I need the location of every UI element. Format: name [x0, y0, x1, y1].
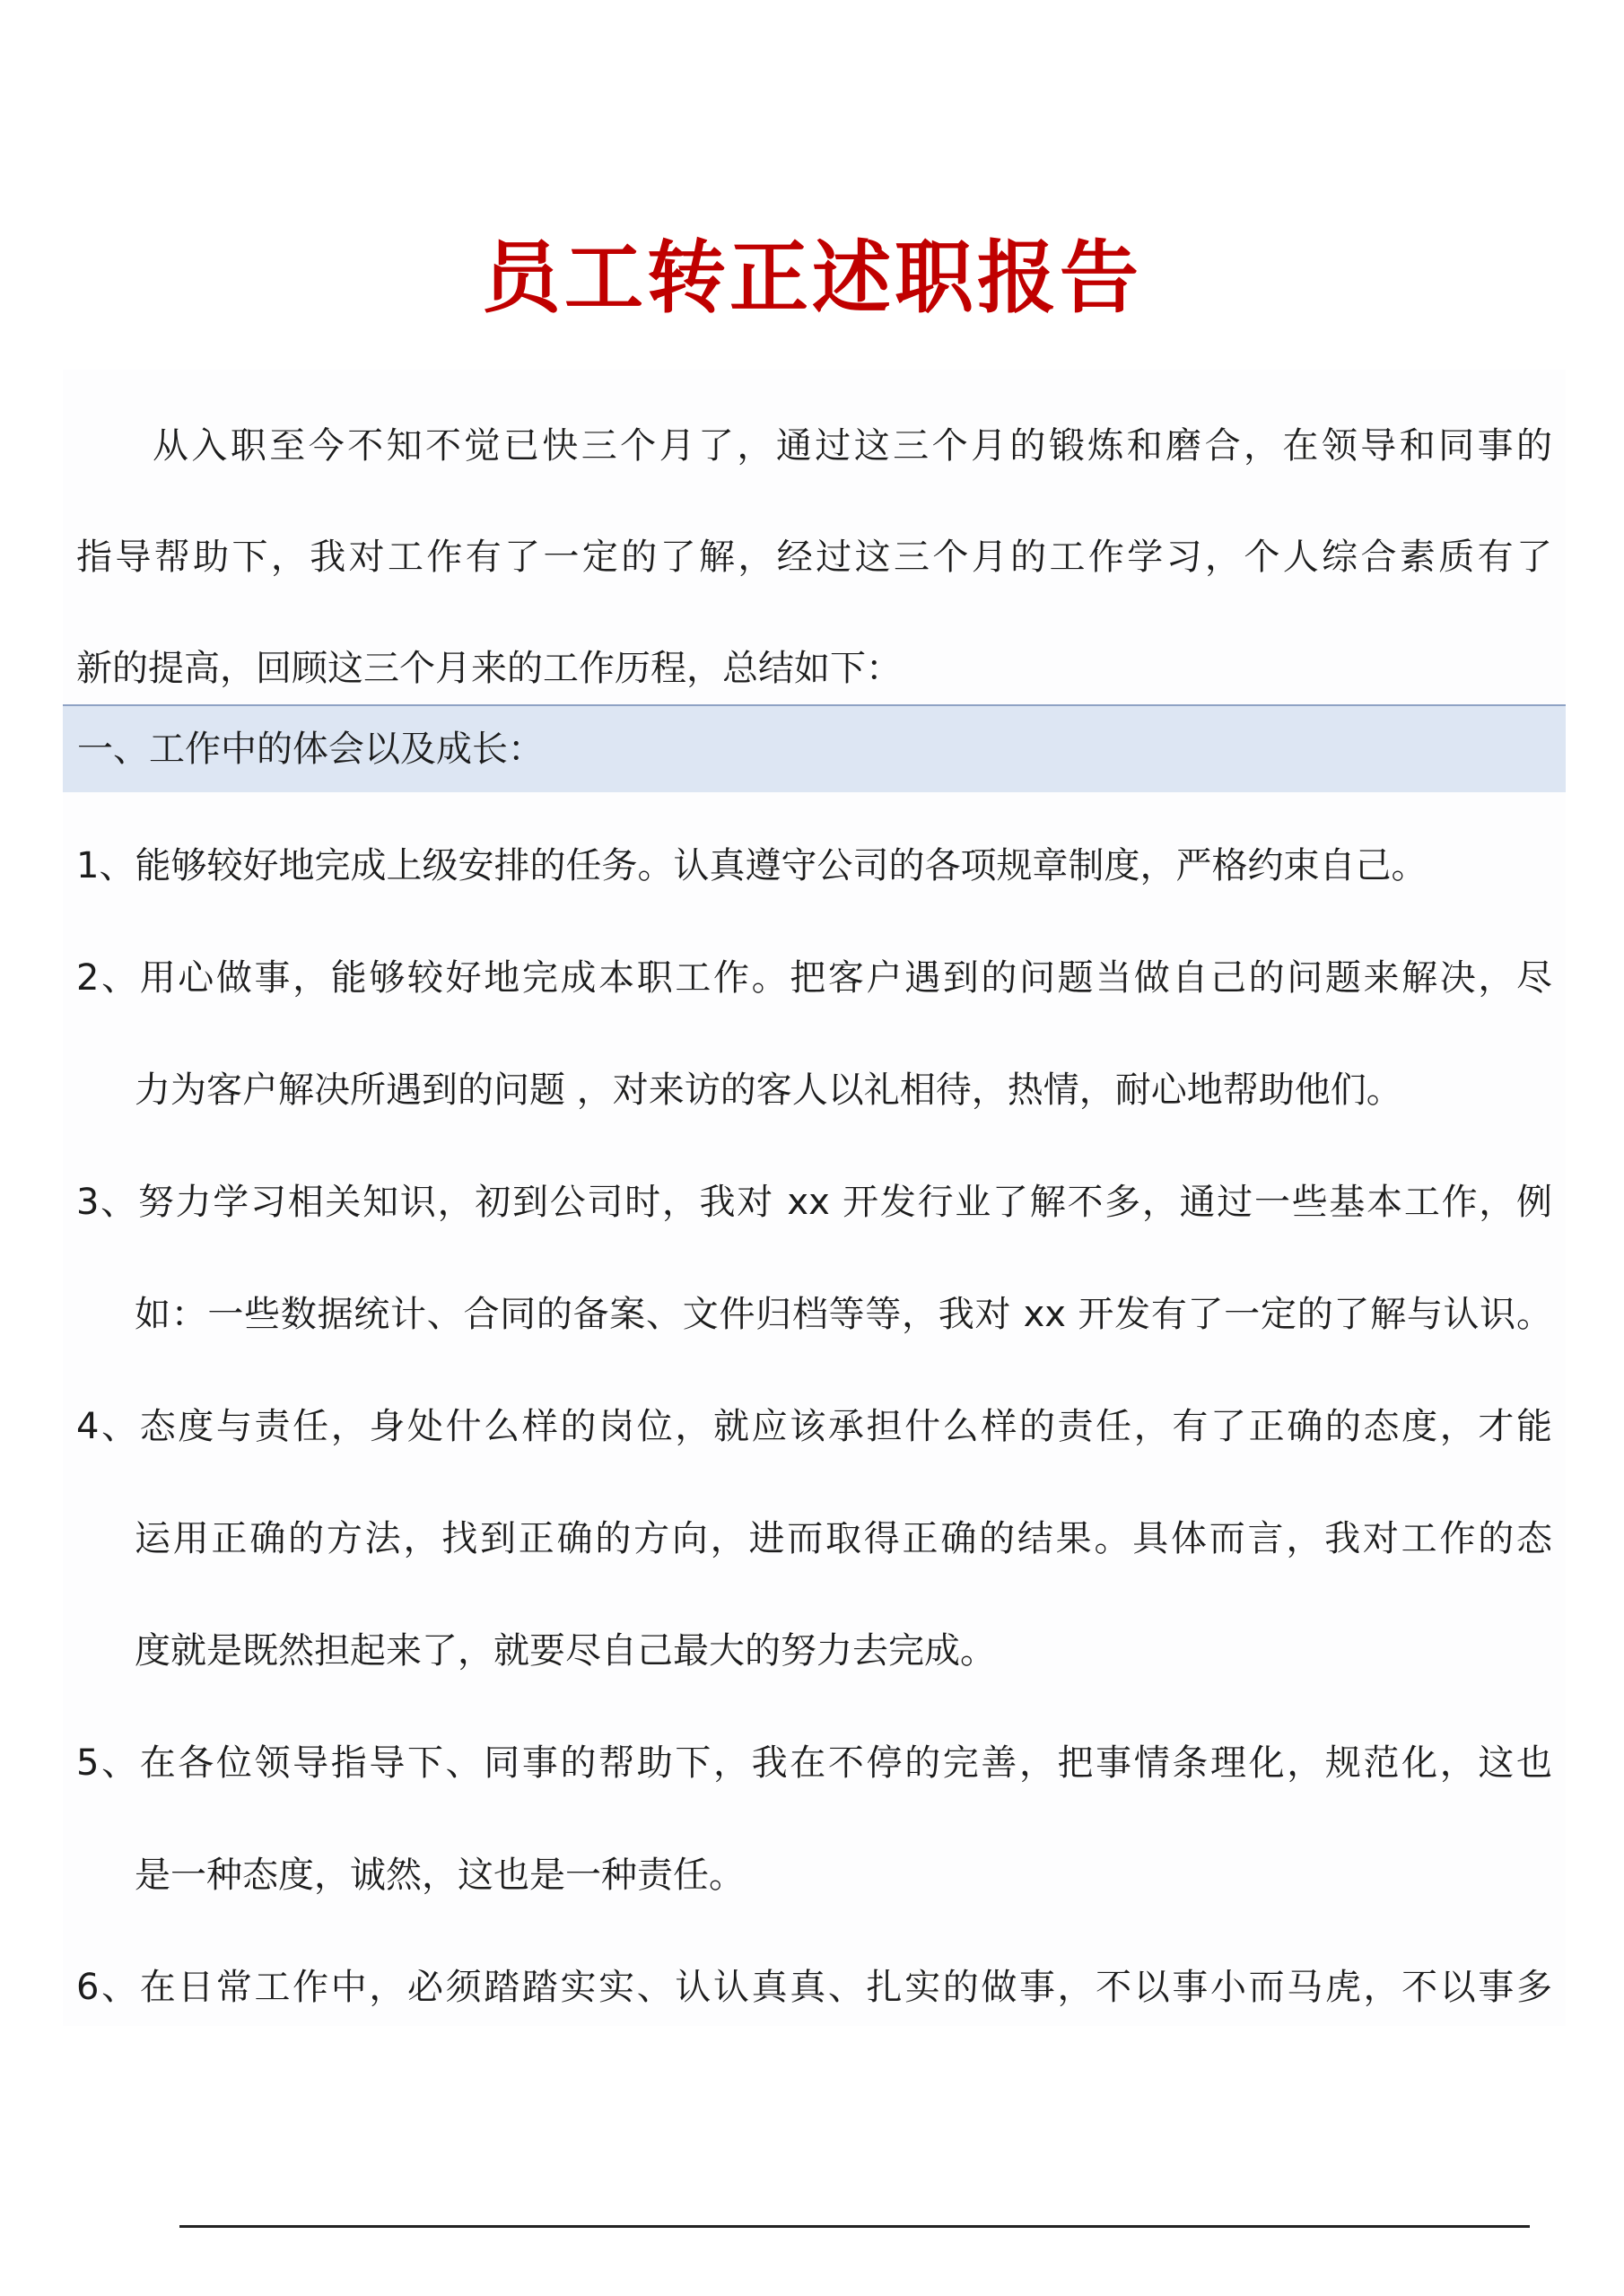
- list-item-4-line-1: 4、态度与责任，身处什么样的岗位，就应该承担什么样的责任，有了正确的态度，才能: [76, 1406, 1552, 1447]
- list-item-5-line-2: 是一种态度，诚然，这也是一种责任。: [135, 1855, 745, 1896]
- intro-line-3: 新的提高，回顾这三个月来的工作历程，总结如下：: [76, 648, 902, 689]
- list-item-4-line-2: 运用正确的方法，找到正确的方向，进而取得正确的结果。具体而言，我对工作的态: [135, 1518, 1552, 1559]
- intro-line-2: 指导帮助下，我对工作有了一定的了解，经过这三个月的工作学习，个人综合素质有了: [76, 537, 1552, 578]
- list-item-1-line-1: 1、能够较好地完成上级安排的任务。认真遵守公司的各项规章制度，严格约束自己。: [76, 845, 1428, 886]
- list-item-2-line-2: 力为客户解决所遇到的问题 ，对来访的客人以礼相待，热情，耐心地帮助他们。: [135, 1069, 1402, 1111]
- list-item-4-line-3: 度就是既然担起来了，就要尽自己最大的努力去完成。: [135, 1630, 996, 1672]
- footer-divider: [179, 2225, 1530, 2228]
- list-item-5-line-1: 5、在各位领导指导下、同事的帮助下，我在不停的完善，把事情条理化，规范化，这也: [76, 1742, 1552, 1784]
- list-item-6-line-1: 6、在日常工作中，必须踏踏实实、认认真真、扎实的做事，不以事小而马虎，不以事多: [76, 1967, 1552, 2008]
- intro-line-1: 从入职至今不知不觉已快三个月了，通过这三个月的锻炼和磨合，在领导和同事的: [153, 425, 1552, 467]
- section-heading: 一、工作中的体会以及成长：: [77, 729, 544, 770]
- list-item-2-line-1: 2、用心做事，能够较好地完成本职工作。把客户遇到的问题当做自己的问题来解决，尽: [76, 957, 1552, 999]
- list-item-3-line-2: 如：一些数据统计、合同的备案、文件归档等等，我对 xx 开发有了一定的了解与认识。: [135, 1294, 1552, 1335]
- document-title: 员工转正述职报告: [481, 231, 1142, 324]
- section-heading-band: [63, 704, 1566, 792]
- list-item-3-line-1: 3、努力学习相关知识，初到公司时，我对 xx 开发行业了解不多，通过一些基本工作，例: [76, 1182, 1552, 1223]
